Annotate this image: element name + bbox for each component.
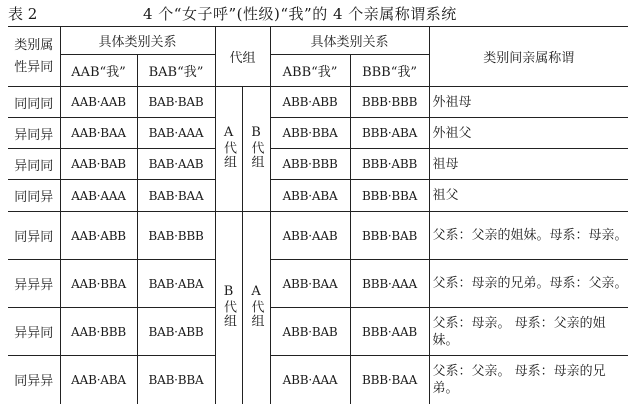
row-8-term: 父系：父亲。 母系：母亲的兄弟。	[432, 363, 606, 396]
row-3-attr: 异同同	[8, 149, 60, 180]
header-aab-wo: AAB“我”	[60, 55, 137, 87]
row-6-term: 父系：母亲的兄弟。母系：父亲。	[429, 260, 628, 308]
row-1-aab: AAB·AAB	[60, 87, 137, 118]
row-7-bbb: BBB·AAB	[350, 308, 429, 356]
row-6-bbb: BBB·AAA	[350, 260, 429, 308]
row-7-term: 父系：母亲。 母系：父亲的姐妹。	[429, 308, 628, 356]
row-3-aab: AAB·BAB	[60, 149, 137, 180]
row-3-bab: BAB·AAB	[137, 149, 215, 180]
row-1-attr: 同同同	[8, 87, 60, 118]
table-number: 表 2	[8, 5, 38, 23]
row-2-term: 外祖父	[429, 118, 628, 149]
row-4-term: 祖父	[429, 180, 628, 212]
header-specific-relation-right: 具体类别关系	[270, 27, 429, 55]
row-6-abb: ABB·BAA	[270, 260, 350, 308]
header-bab-wo: BAB“我”	[137, 55, 215, 87]
row-4-bab: BAB·BAA	[137, 180, 215, 212]
header-specific-relation-left: 具体类别关系	[60, 27, 215, 55]
row-8-bab: BAB·BBA	[137, 356, 215, 404]
row-7-bab: BAB·ABB	[137, 308, 215, 356]
row-2-aab: AAB·BAA	[60, 118, 137, 149]
row-7-attr: 异异同	[8, 308, 60, 356]
row-7-abb: ABB·BAB	[270, 308, 350, 356]
row-4-attr: 同同异	[8, 180, 60, 212]
row-4-bbb: BBB·BBA	[350, 180, 429, 212]
generation-group-2-right: A代组	[242, 212, 270, 404]
row-7-aab: AAB·BBB	[60, 308, 137, 356]
row-8-aab: AAB·ABA	[60, 356, 137, 404]
row-5-term: 父系：父亲的姐妹。母系：母亲。	[429, 212, 628, 260]
row-3-bbb: BBB·ABB	[350, 149, 429, 180]
row-6-bab: BAB·ABA	[137, 260, 215, 308]
row-8-bbb: BBB·BAA	[350, 356, 429, 404]
row-1-term: 外祖母	[429, 87, 628, 118]
row-1-bbb: BBB·BBB	[350, 87, 429, 118]
row-5-abb: ABB·AAB	[270, 212, 350, 260]
table-caption	[0, 0, 631, 24]
row-2-bbb: BBB·ABA	[350, 118, 429, 149]
row-5-attr: 同异同	[8, 212, 60, 260]
row-2-abb: ABB·BBA	[270, 118, 350, 149]
row-6-attr: 异异异	[8, 260, 60, 308]
table-title: 4 个“女子呼”(性级)“我”的 4 个亲属称谓系统	[143, 5, 457, 23]
row-3-abb: ABB·BBB	[270, 149, 350, 180]
row-2-bab: BAB·AAA	[137, 118, 215, 149]
kinship-table	[8, 26, 628, 404]
header-generation: 代组	[215, 27, 270, 87]
row-8-attr: 同异异	[8, 356, 60, 404]
row-3-term: 祖母	[429, 149, 628, 180]
row-4-aab: AAB·AAA	[60, 180, 137, 212]
row-5-bbb: BBB·BAB	[350, 212, 429, 260]
generation-group-2-left: B代组	[215, 212, 242, 404]
header-category-attr: 类别属性异同	[8, 27, 60, 87]
generation-group-1-left: A代组	[215, 87, 242, 212]
header-bbb-wo: BBB“我”	[350, 55, 429, 87]
header-abb-wo: ABB“我”	[270, 55, 350, 87]
row-1-bab: BAB·BAB	[137, 87, 215, 118]
row-8-abb: ABB·AAA	[270, 356, 350, 404]
row-5-bab: BAB·BBB	[137, 212, 215, 260]
row-1-abb: ABB·ABB	[270, 87, 350, 118]
row-2-attr: 异同异	[8, 118, 60, 149]
header-kin-terms: 类别间亲属称谓	[429, 27, 628, 87]
row-4-abb: ABB·ABA	[270, 180, 350, 212]
row-6-aab: AAB·BBA	[60, 260, 137, 308]
generation-group-1-right: B代组	[242, 87, 270, 212]
row-5-aab: AAB·ABB	[60, 212, 137, 260]
